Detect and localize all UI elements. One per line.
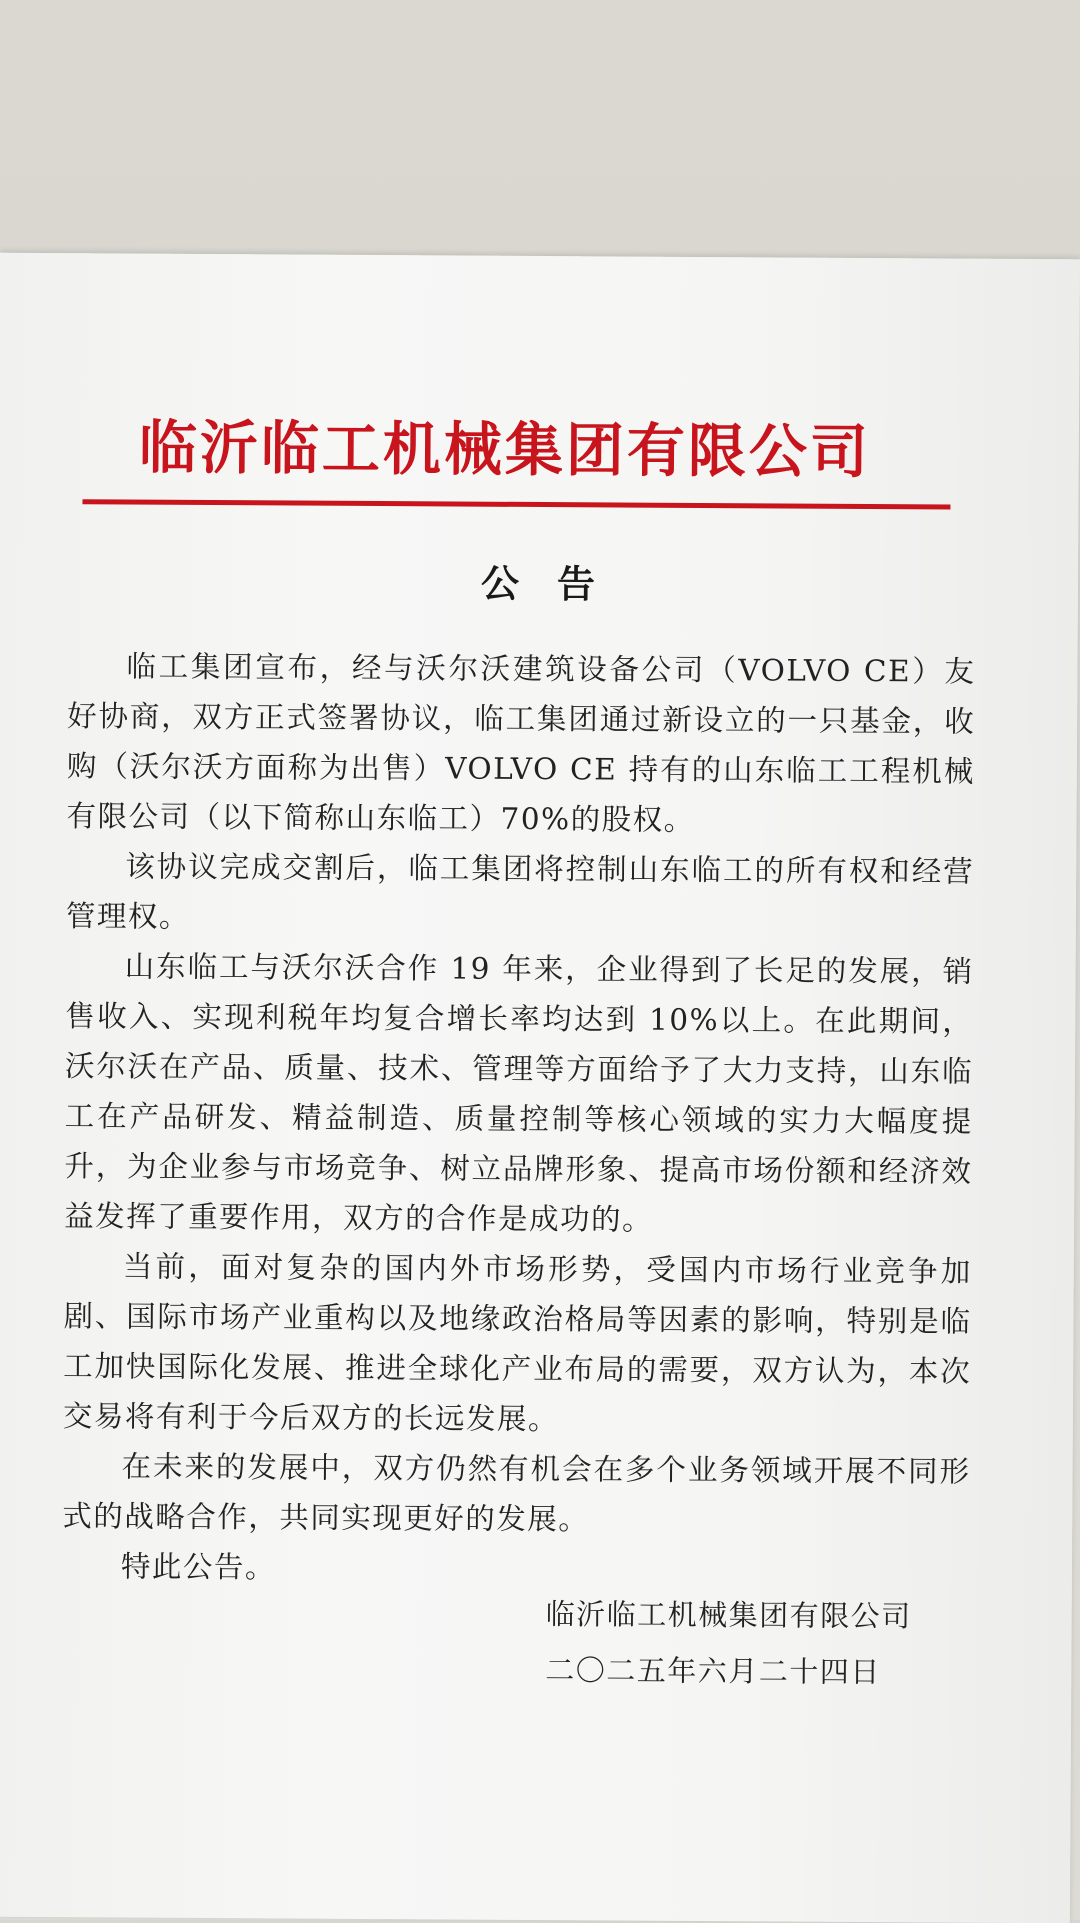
signature-company: 临沂临工机械集团有限公司 [545, 1597, 912, 1634]
letterhead-red-rule [82, 499, 950, 509]
notice-paragraph: 临工集团宣布，经与沃尔沃建筑设备公司（VOLVO CE）友好协商，双方正式签署协议，临工集团通过新设立的一只基金，收购（沃尔沃方面称为出售）VOLVO CE 持有的山东临工工程机械有限公司（以下简称山东临工）70%的股权。 [66, 649, 976, 837]
notice-body [62, 641, 976, 1597]
notice-title: 公告 [480, 561, 634, 607]
company-letterhead: 临沂临工机械集团有限公司 [138, 413, 872, 487]
notice-closing: 特此公告。 [120, 1549, 277, 1585]
notice-paragraph: 该协议完成交割后，临工集团将控制山东临工的所有权和经营管理权。 [65, 849, 975, 934]
notice-paragraph: 当前，面对复杂的国内外市场形势，受国内市场行业竞争加剧、国际市场产业重构以及地缘政治格局等因素的影响，特别是临工加快国际化发展、推进全球化产业布局的需要，双方认为，本次交易将有利于今后双方的长远发展。 [62, 1249, 972, 1437]
signature-block [545, 1586, 912, 1700]
notice-paragraph: 山东临工与沃尔沃合作 19 年来，企业得到了长足的发展，销售收入、实现利税年均复合增长率均达到 10%以上。在此期间，沃尔沃在产品、质量、技术、管理等方面给予了大力支持，山东临工在产品研发、精益制造、质量控制等核心领域的实力大幅度提升，为企业参与市场竞争、树立品牌形象、提高市场份额和经济效益发挥了重要作用，双方的合作是成功的。 [64, 949, 974, 1237]
notice-paragraph: 在未来的发展中，双方仍然有机会在多个业务领域开展不同形式的战略合作，共同实现更好的发展。 [62, 1449, 971, 1537]
signature-date: 二〇二五年六月二十四日 [545, 1653, 881, 1690]
notice-document [0, 253, 1080, 1923]
